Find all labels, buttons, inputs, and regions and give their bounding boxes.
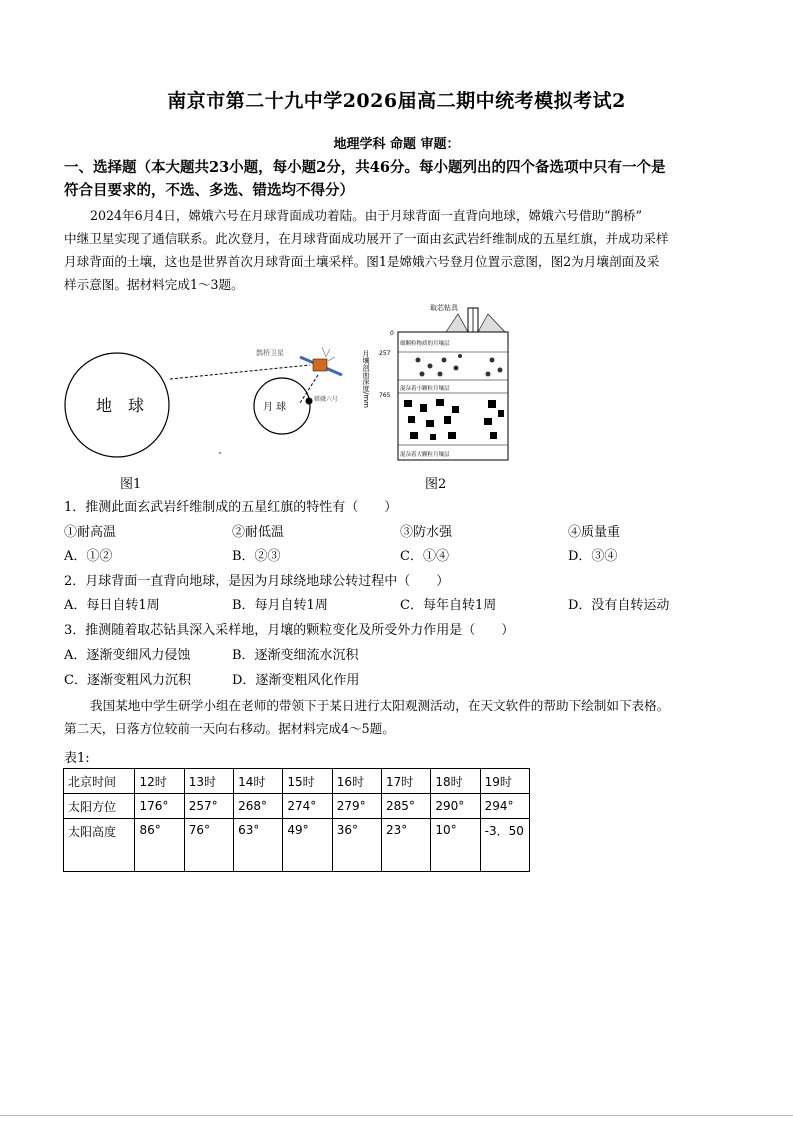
q2-option-c: C．每年自转1周	[400, 598, 497, 613]
material-1-line2: 中继卫星实现了通信联系。此次登月，在月球背面成功展开了一面由玄武岩纤维制成的五星红旗，并成功采样	[64, 231, 669, 246]
moon-label: 月 球	[263, 402, 287, 413]
q3-option-d: D．逐渐变粗风化作用	[232, 673, 360, 688]
q3-option-b: B．逐渐变细流水沉积	[232, 648, 359, 663]
q1-item-3: ③防水强	[400, 525, 453, 540]
table-cell: 12时	[135, 769, 184, 794]
table-cell: 太阳方位	[64, 794, 135, 819]
table-cell: 23°	[382, 819, 431, 872]
table-cell: 18时	[431, 769, 480, 794]
depth-0: 0	[390, 330, 394, 337]
table-cell: 太阳高度	[64, 819, 135, 872]
sun-observation-table	[63, 768, 530, 872]
section-heading-line2: 符合目要求的，不选、多选、错选均不得分）	[64, 182, 354, 199]
table-cell: 257°	[184, 794, 233, 819]
figure-2-caption: 图2	[425, 477, 447, 492]
q1-option-b: B．②③	[232, 549, 281, 564]
material-2-line2: 第二天，日落方位较前一天向右移动。据材料完成4～5题。	[64, 721, 395, 736]
table-cell: 14时	[234, 769, 283, 794]
lander-label: 嫦娥六号	[314, 396, 339, 403]
table-cell: 274°	[283, 794, 332, 819]
q2-stem: 2．月球背面一直背向地球，是因为月球绕地球公转过程中（ ）	[64, 574, 450, 589]
table-cell: 290°	[431, 794, 480, 819]
table-cell: 19时	[480, 769, 529, 794]
table-row-altitude	[64, 819, 530, 872]
left-pile	[446, 314, 468, 332]
layer-2-label: 混杂着小颗粒月壤层	[400, 386, 450, 392]
material-1	[64, 204, 736, 296]
q1-option-c: C．①④	[400, 549, 449, 564]
table-cell: 10°	[431, 819, 480, 872]
table-cell: 17时	[382, 769, 431, 794]
q1-option-a: A．①②	[64, 549, 113, 564]
table-cell: 76°	[184, 819, 233, 872]
table-cell: 294°	[480, 794, 529, 819]
q1-option-d: D．③④	[568, 549, 618, 564]
table-cell: 63°	[234, 819, 283, 872]
table-1-label: 表1:	[64, 751, 90, 766]
q1-item-4: ④质量重	[568, 525, 621, 540]
right-pile	[478, 314, 505, 332]
table-cell: -3．50	[480, 819, 529, 872]
table-row-azimuth	[64, 794, 530, 819]
material-2-line1: 我国某地中学生研学小组在老师的带领下于某日进行太阳观测活动，在天文软件的帮助下绘制如下表格。	[90, 698, 670, 713]
material-1-line3: 月球背面的土壤，这也是世界首次月球背面土壤采样。图1是嫦娥六号登月位置示意图，图2为月壤剖面及采	[64, 254, 660, 269]
stray-dot	[219, 452, 221, 454]
q2-option-d: D．没有自转运动	[568, 598, 670, 613]
table-cell: 86°	[135, 819, 184, 872]
section-heading-line1: 一、选择题（本大题共23小题，每小题2分，共46分。每小题列出的四个备选项中只有一个是	[64, 159, 666, 176]
q3-stem: 3．推测随着取芯钻具深入采样地，月壤的颗粒变化及所受外力作用是（ ）	[64, 623, 515, 638]
layer-3-label: 混杂着大颗粒月壤层	[400, 452, 450, 458]
table-cell: 北京时间	[64, 769, 135, 794]
figure-2-diagram	[360, 300, 520, 465]
q1-item-2: ②耐低温	[232, 525, 285, 540]
q3-option-a: A．逐渐变细风力侵蚀	[64, 648, 191, 663]
q1-item-1: ①耐高温	[64, 525, 117, 540]
material-1-line1: 2024年6月4日，嫦娥六号在月球背面成功着陆。由于月球背面一直背向地球，嫦娥六号借助“鹊桥”	[90, 208, 643, 223]
table-cell: 13时	[184, 769, 233, 794]
satellite-label: 鹊桥卫星	[256, 349, 284, 357]
q3-option-c: C．逐渐变粗风力沉积	[64, 673, 191, 688]
material-2	[64, 694, 736, 740]
depth-765: 765	[379, 392, 391, 399]
table-cell: 49°	[283, 819, 332, 872]
q1-stem: 1．推测此面玄武岩纤维制成的五星红旗的特性有（ ）	[64, 500, 398, 515]
table-header-row	[64, 769, 530, 794]
layer-1-label: 细颗粒物质的月壤层	[400, 341, 450, 347]
soil-profile	[398, 332, 508, 460]
table-cell: 279°	[332, 794, 381, 819]
page-title: 南京市第二十九中学2026届高二期中统考模拟考试2	[167, 90, 626, 112]
lander-dot	[306, 398, 313, 405]
table-cell: 15时	[283, 769, 332, 794]
earth-label: 地 球	[96, 396, 145, 415]
figure-1-diagram	[60, 335, 360, 465]
q2-option-b: B．每月自转1周	[232, 598, 328, 613]
material-1-line4: 样示意图。据材料完成1～3题。	[64, 277, 244, 292]
table-cell: 16时	[332, 769, 381, 794]
subject-line: 地理学科 命题 审题：	[333, 137, 460, 152]
satellite-icon	[300, 347, 342, 375]
drill-label: 取芯钻具	[430, 304, 458, 312]
earth-satellite-link	[170, 365, 310, 379]
table-cell: 36°	[332, 819, 381, 872]
table-cell: 176°	[135, 794, 184, 819]
table-cell: 268°	[234, 794, 283, 819]
page-bottom-divider	[0, 1115, 793, 1116]
section-heading	[64, 156, 754, 202]
q2-option-a: A．每日自转1周	[64, 598, 160, 613]
table-cell: 285°	[382, 794, 431, 819]
depth-257: 257	[379, 350, 391, 357]
figure-1-caption: 图1	[120, 477, 142, 492]
depth-axis-label: 月壤剖面深度/mm	[362, 350, 370, 408]
